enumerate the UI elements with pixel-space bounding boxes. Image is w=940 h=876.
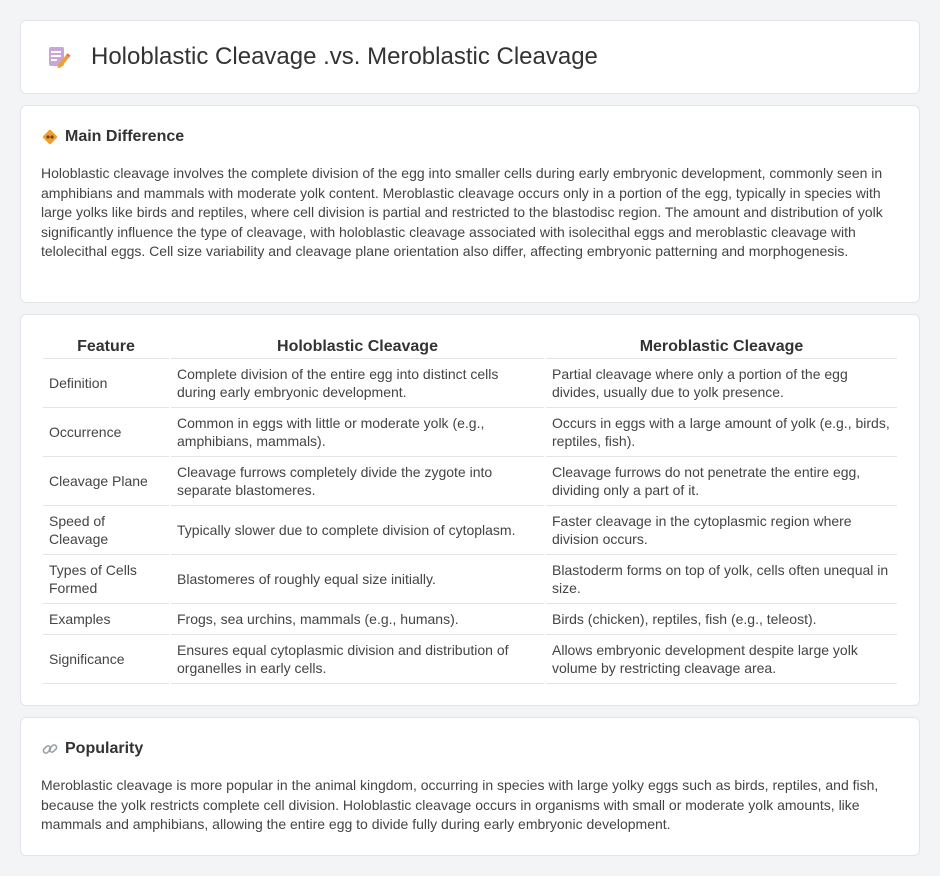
holoblastic-cell: Typically slower due to complete division of cytoplasm. xyxy=(171,506,544,555)
meroblastic-cell: Partial cleavage where only a portion of the egg divides, usually due to yolk presence. xyxy=(546,359,897,408)
feature-cell: Speed of Cleavage xyxy=(43,506,169,555)
table-header-row xyxy=(43,332,897,359)
page-title: Holoblastic Cleavage .vs. Meroblastic Cleavage xyxy=(91,43,598,70)
holoblastic-cell: Frogs, sea urchins, mammals (e.g., humans). xyxy=(171,604,544,635)
meroblastic-cell: Blastoderm forms on top of yolk, cells often unequal in size. xyxy=(546,555,897,604)
main-difference-text: Holoblastic cleavage involves the complete division of the egg into smaller cells during early embryonic development, commonly seen in amphibians and mammals with moderate yolk content. Meroblastic cleavage occurs only in a portion of the egg, typically in species with large yolks like birds and reptiles, where cell division is partial and restricted to the blastodisc region. The amount and distribution of yolk significantly influence the type of cleavage, with holoblastic cleavage associated with isolecithal eggs and meroblastic cleavage with telolecithal eggs. Cell size variability and cleavage plane orientation also differ, affecting embryonic patterning and morphogenesis. xyxy=(41,165,883,259)
holoblastic-cell: Ensures equal cytoplasmic division and distribution of organelles in early cells. xyxy=(171,635,544,684)
feature-cell: Definition xyxy=(43,359,169,408)
comparison-table xyxy=(41,332,899,684)
section-title: Main Difference xyxy=(65,128,185,145)
popularity-text: Meroblastic cleavage is more popular in the animal kingdom, occurring in species with large yolky eggs such as birds, reptiles, and fish, because the yolk restricts complete cell division. Holoblastic cleavage occurs in organisms with small or moderate yolk amounts, like mammals and amphibians, allowing the entire egg to divide fully during early embryonic development. xyxy=(41,777,879,832)
document-edit-icon xyxy=(45,44,71,70)
column-header: Holoblastic Cleavage xyxy=(171,332,544,359)
header-card xyxy=(20,20,920,94)
feature-cell: Examples xyxy=(43,604,169,635)
meroblastic-cell: Allows embryonic development despite large yolk volume by restricting cleavage area. xyxy=(546,635,897,684)
feature-cell: Types of Cells Formed xyxy=(43,555,169,604)
table-row xyxy=(43,604,897,635)
holoblastic-cell: Blastomeres of roughly equal size initially. xyxy=(171,555,544,604)
meroblastic-cell: Faster cleavage in the cytoplasmic region where division occurs. xyxy=(546,506,897,555)
feature-cell: Significance xyxy=(43,635,169,684)
main-difference-section xyxy=(20,105,920,303)
meroblastic-cell: Occurs in eggs with a large amount of yolk (e.g., birds, reptiles, fish). xyxy=(546,408,897,457)
table-row xyxy=(43,555,897,604)
table-row xyxy=(43,635,897,684)
holoblastic-cell: Complete division of the entire egg into distinct cells during early embryonic development. xyxy=(171,359,544,408)
meroblastic-cell: Birds (chicken), reptiles, fish (e.g., teleost). xyxy=(546,604,897,635)
holoblastic-cell: Cleavage furrows completely divide the zygote into separate blastomeres. xyxy=(171,457,544,506)
holoblastic-cell: Common in eggs with little or moderate yolk (e.g., amphibians, mammals). xyxy=(171,408,544,457)
feature-cell: Occurrence xyxy=(43,408,169,457)
link-icon xyxy=(41,740,59,758)
meroblastic-cell: Cleavage furrows do not penetrate the entire egg, dividing only a part of it. xyxy=(546,457,897,506)
table-row xyxy=(43,457,897,506)
section-title: Popularity xyxy=(65,740,144,757)
table-row xyxy=(43,408,897,457)
comparison-table-card xyxy=(20,314,920,706)
table-row xyxy=(43,506,897,555)
popularity-section xyxy=(20,717,920,856)
diamond-sign-icon xyxy=(41,128,59,146)
feature-cell: Cleavage Plane xyxy=(43,457,169,506)
column-header: Feature xyxy=(43,332,169,359)
table-row xyxy=(43,359,897,408)
column-header: Meroblastic Cleavage xyxy=(546,332,897,359)
